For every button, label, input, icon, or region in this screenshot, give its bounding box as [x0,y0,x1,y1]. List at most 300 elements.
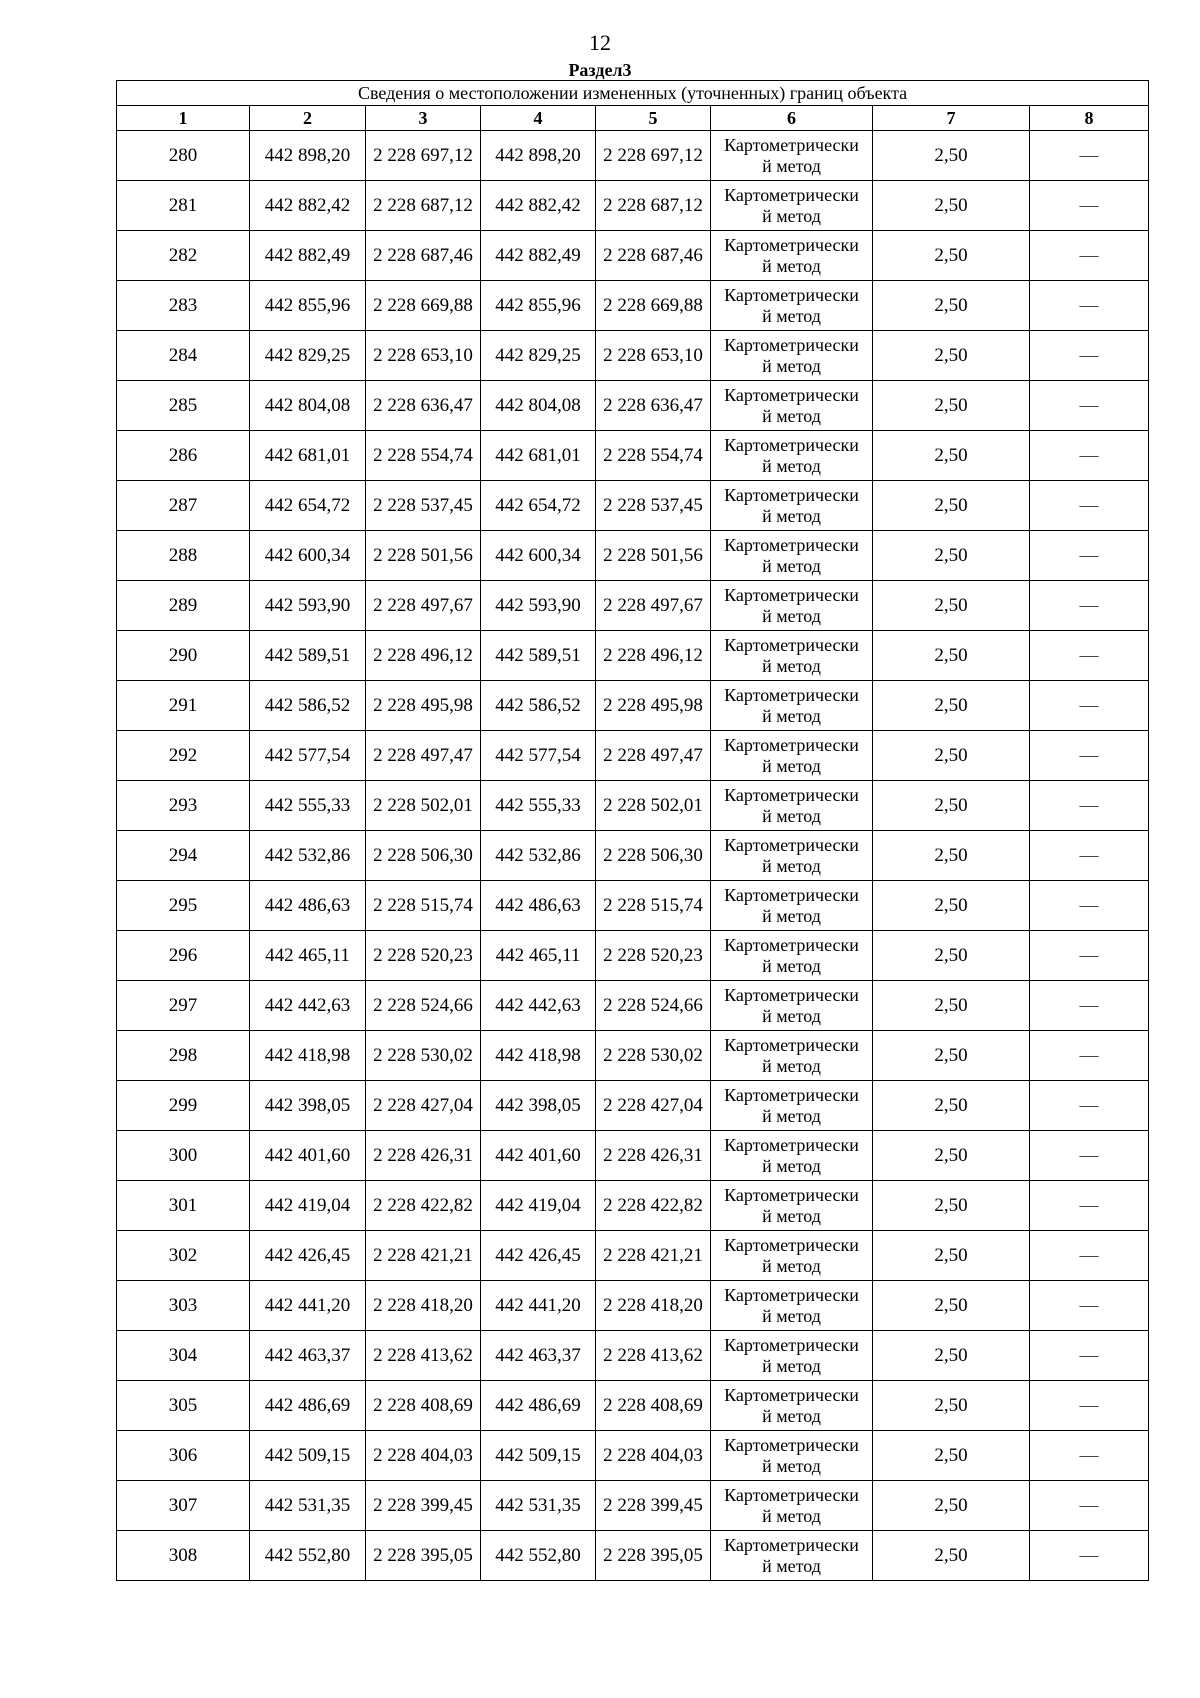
point-number-cell: 289 [117,581,250,631]
existing-y-cell: 2 228 495,98 [366,681,481,731]
existing-x-cell: 442 600,34 [250,531,366,581]
existing-y-cell: 2 228 413,62 [366,1331,481,1381]
method-line-2: й метод [762,1355,821,1376]
refined-y-cell: 2 228 515,74 [596,881,711,931]
existing-x-cell: 442 882,49 [250,231,366,281]
point-number-cell: 304 [117,1331,250,1381]
method-line-1: Картометрически [724,434,859,455]
method-line-1: Картометрически [724,634,859,655]
method-line-2: й метод [762,755,821,776]
accuracy-cell: 2,50 [873,681,1030,731]
table-row [117,1281,1149,1331]
note-cell: — [1030,881,1149,931]
table-body [117,131,1149,1581]
refined-y-cell: 2 228 669,88 [596,281,711,331]
method-line-2: й метод [762,1105,821,1126]
table-row [117,381,1149,431]
point-number-cell: 291 [117,681,250,731]
table-row [117,1081,1149,1131]
table-row [117,1531,1149,1581]
existing-y-cell: 2 228 418,20 [366,1281,481,1331]
point-number-cell: 285 [117,381,250,431]
existing-x-cell: 442 531,35 [250,1481,366,1531]
method-line-2: й метод [762,1305,821,1326]
existing-x-cell: 442 898,20 [250,131,366,181]
existing-x-cell: 442 398,05 [250,1081,366,1131]
note-cell: — [1030,981,1149,1031]
method-line-2: й метод [762,805,821,826]
column-number: 1 [117,106,250,131]
method-cell [711,631,873,681]
method-line-1: Картометрически [724,1334,859,1355]
method-cell [711,1531,873,1581]
accuracy-cell: 2,50 [873,1031,1030,1081]
point-number-cell: 286 [117,431,250,481]
refined-x-cell: 442 586,52 [481,681,596,731]
accuracy-cell: 2,50 [873,281,1030,331]
refined-x-cell: 442 426,45 [481,1231,596,1281]
accuracy-cell: 2,50 [873,1381,1030,1431]
method-line-1: Картометрически [724,884,859,905]
refined-x-cell: 442 882,42 [481,181,596,231]
method-line-2: й метод [762,1555,821,1576]
existing-x-cell: 442 426,45 [250,1231,366,1281]
refined-x-cell: 442 463,37 [481,1331,596,1381]
column-number: 3 [366,106,481,131]
existing-y-cell: 2 228 537,45 [366,481,481,531]
existing-x-cell: 442 681,01 [250,431,366,481]
refined-y-cell: 2 228 427,04 [596,1081,711,1131]
existing-y-cell: 2 228 422,82 [366,1181,481,1231]
method-line-1: Картометрически [724,1234,859,1255]
refined-y-cell: 2 228 687,46 [596,231,711,281]
accuracy-cell: 2,50 [873,1531,1030,1581]
existing-y-cell: 2 228 427,04 [366,1081,481,1131]
refined-x-cell: 442 465,11 [481,931,596,981]
refined-y-cell: 2 228 697,12 [596,131,711,181]
point-number-cell: 305 [117,1381,250,1431]
table-row [117,1031,1149,1081]
refined-x-cell: 442 882,49 [481,231,596,281]
existing-x-cell: 442 882,42 [250,181,366,231]
existing-y-cell: 2 228 687,12 [366,181,481,231]
note-cell: — [1030,781,1149,831]
accuracy-cell: 2,50 [873,881,1030,931]
method-line-2: й метод [762,655,821,676]
method-line-1: Картометрически [724,1384,859,1405]
method-line-2: й метод [762,305,821,326]
existing-y-cell: 2 228 524,66 [366,981,481,1031]
method-cell [711,381,873,431]
note-cell: — [1030,831,1149,881]
method-line-1: Картометрически [724,684,859,705]
existing-x-cell: 442 804,08 [250,381,366,431]
point-number-cell: 290 [117,631,250,681]
method-cell [711,581,873,631]
refined-y-cell: 2 228 418,20 [596,1281,711,1331]
method-cell [711,1331,873,1381]
method-line-1: Картометрически [724,784,859,805]
method-cell [711,1381,873,1431]
accuracy-cell: 2,50 [873,1181,1030,1231]
table-row [117,181,1149,231]
existing-y-cell: 2 228 502,01 [366,781,481,831]
table-row [117,931,1149,981]
method-cell [711,831,873,881]
refined-y-cell: 2 228 530,02 [596,1031,711,1081]
note-cell: — [1030,181,1149,231]
accuracy-cell: 2,50 [873,731,1030,781]
method-line-2: й метод [762,1155,821,1176]
point-number-cell: 295 [117,881,250,931]
point-number-cell: 303 [117,1281,250,1331]
existing-y-cell: 2 228 653,10 [366,331,481,381]
table-row [117,1331,1149,1381]
refined-y-cell: 2 228 404,03 [596,1431,711,1481]
method-line-2: й метод [762,1505,821,1526]
method-line-1: Картометрически [724,1534,859,1555]
table-row [117,1481,1149,1531]
existing-x-cell: 442 486,63 [250,881,366,931]
existing-y-cell: 2 228 669,88 [366,281,481,331]
existing-x-cell: 442 654,72 [250,481,366,531]
note-cell: — [1030,1281,1149,1331]
method-cell [711,981,873,1031]
method-line-1: Картометрически [724,484,859,505]
method-line-1: Картометрически [724,534,859,555]
method-cell [711,331,873,381]
existing-x-cell: 442 555,33 [250,781,366,831]
column-number: 2 [250,106,366,131]
table-row [117,981,1149,1031]
note-cell: — [1030,131,1149,181]
method-cell [711,1231,873,1281]
point-number-cell: 299 [117,1081,250,1131]
method-line-1: Картометрически [724,1084,859,1105]
refined-x-cell: 442 442,63 [481,981,596,1031]
table-row [117,531,1149,581]
refined-x-cell: 442 531,35 [481,1481,596,1531]
accuracy-cell: 2,50 [873,1081,1030,1131]
existing-y-cell: 2 228 554,74 [366,431,481,481]
point-number-cell: 287 [117,481,250,531]
refined-y-cell: 2 228 501,56 [596,531,711,581]
table-row [117,481,1149,531]
method-line-1: Картометрически [724,1034,859,1055]
accuracy-cell: 2,50 [873,1331,1030,1381]
existing-x-cell: 442 532,86 [250,831,366,881]
method-cell [711,681,873,731]
method-line-1: Картометрически [724,1284,859,1305]
existing-y-cell: 2 228 395,05 [366,1531,481,1581]
refined-x-cell: 442 855,96 [481,281,596,331]
refined-y-cell: 2 228 408,69 [596,1381,711,1431]
note-cell: — [1030,381,1149,431]
column-number: 5 [596,106,711,131]
point-number-cell: 288 [117,531,250,581]
refined-x-cell: 442 898,20 [481,131,596,181]
note-cell: — [1030,931,1149,981]
method-cell [711,931,873,981]
method-cell [711,881,873,931]
method-cell [711,181,873,231]
note-cell: — [1030,681,1149,731]
existing-x-cell: 442 589,51 [250,631,366,681]
refined-y-cell: 2 228 496,12 [596,631,711,681]
point-number-cell: 301 [117,1181,250,1231]
existing-y-cell: 2 228 496,12 [366,631,481,681]
refined-x-cell: 442 600,34 [481,531,596,581]
method-line-2: й метод [762,1405,821,1426]
refined-x-cell: 442 829,25 [481,331,596,381]
method-cell [711,781,873,831]
note-cell: — [1030,1081,1149,1131]
method-cell [711,1281,873,1331]
existing-x-cell: 442 442,63 [250,981,366,1031]
refined-y-cell: 2 228 520,23 [596,931,711,981]
note-cell: — [1030,1031,1149,1081]
column-number: 8 [1030,106,1149,131]
note-cell: — [1030,731,1149,781]
refined-x-cell: 442 486,63 [481,881,596,931]
note-cell: — [1030,1481,1149,1531]
refined-y-cell: 2 228 554,74 [596,431,711,481]
method-line-1: Картометрически [724,134,859,155]
existing-x-cell: 442 829,25 [250,331,366,381]
table-caption: Сведения о местоположении измененных (уточненных) границ объекта [117,81,1149,106]
method-cell [711,531,873,581]
table-row [117,331,1149,381]
accuracy-cell: 2,50 [873,431,1030,481]
point-number-cell: 294 [117,831,250,881]
point-number-cell: 308 [117,1531,250,1581]
point-number-cell: 292 [117,731,250,781]
method-cell [711,1131,873,1181]
method-cell [711,1481,873,1531]
note-cell: — [1030,231,1149,281]
table-row [117,231,1149,281]
point-number-cell: 293 [117,781,250,831]
refined-y-cell: 2 228 495,98 [596,681,711,731]
refined-y-cell: 2 228 399,45 [596,1481,711,1531]
existing-y-cell: 2 228 404,03 [366,1431,481,1481]
note-cell: — [1030,431,1149,481]
table-row [117,1131,1149,1181]
existing-y-cell: 2 228 408,69 [366,1381,481,1431]
method-line-2: й метод [762,205,821,226]
method-line-2: й метод [762,905,821,926]
existing-y-cell: 2 228 497,67 [366,581,481,631]
note-cell: — [1030,1231,1149,1281]
accuracy-cell: 2,50 [873,1481,1030,1531]
refined-x-cell: 442 804,08 [481,381,596,431]
accuracy-cell: 2,50 [873,481,1030,531]
note-cell: — [1030,1531,1149,1581]
accuracy-cell: 2,50 [873,331,1030,381]
method-line-2: й метод [762,1055,821,1076]
table-row [117,1231,1149,1281]
column-number: 6 [711,106,873,131]
accuracy-cell: 2,50 [873,1281,1030,1331]
refined-y-cell: 2 228 537,45 [596,481,711,531]
accuracy-cell: 2,50 [873,131,1030,181]
point-number-cell: 298 [117,1031,250,1081]
method-cell [711,231,873,281]
existing-y-cell: 2 228 697,12 [366,131,481,181]
note-cell: — [1030,331,1149,381]
note-cell: — [1030,1381,1149,1431]
method-line-2: й метод [762,155,821,176]
table-row [117,831,1149,881]
method-cell [711,281,873,331]
table-row [117,731,1149,781]
method-line-1: Картометрически [724,334,859,355]
column-number: 7 [873,106,1030,131]
method-cell [711,431,873,481]
point-number-cell: 296 [117,931,250,981]
table-row [117,681,1149,731]
existing-x-cell: 442 401,60 [250,1131,366,1181]
refined-y-cell: 2 228 497,47 [596,731,711,781]
method-line-2: й метод [762,355,821,376]
note-cell: — [1030,531,1149,581]
point-number-cell: 302 [117,1231,250,1281]
point-number-cell: 300 [117,1131,250,1181]
existing-x-cell: 442 593,90 [250,581,366,631]
refined-x-cell: 442 509,15 [481,1431,596,1481]
refined-y-cell: 2 228 426,31 [596,1131,711,1181]
accuracy-cell: 2,50 [873,831,1030,881]
method-cell [711,481,873,531]
refined-x-cell: 442 418,98 [481,1031,596,1081]
accuracy-cell: 2,50 [873,531,1030,581]
accuracy-cell: 2,50 [873,581,1030,631]
table-row [117,1181,1149,1231]
table-row [117,781,1149,831]
method-line-1: Картометрически [724,184,859,205]
method-line-1: Картометрически [724,284,859,305]
method-cell [711,1181,873,1231]
refined-x-cell: 442 398,05 [481,1081,596,1131]
point-number-cell: 281 [117,181,250,231]
existing-y-cell: 2 228 520,23 [366,931,481,981]
refined-x-cell: 442 486,69 [481,1381,596,1431]
method-line-1: Картометрически [724,934,859,955]
table-row [117,1431,1149,1481]
table-row [117,1381,1149,1431]
refined-y-cell: 2 228 421,21 [596,1231,711,1281]
existing-x-cell: 442 419,04 [250,1181,366,1231]
method-line-2: й метод [762,405,821,426]
method-line-1: Картометрически [724,584,859,605]
refined-y-cell: 2 228 502,01 [596,781,711,831]
note-cell: — [1030,581,1149,631]
page-number: 12 [589,30,611,55]
table-row [117,281,1149,331]
column-number: 4 [481,106,596,131]
existing-y-cell: 2 228 399,45 [366,1481,481,1531]
refined-y-cell: 2 228 524,66 [596,981,711,1031]
method-line-2: й метод [762,605,821,626]
existing-y-cell: 2 228 497,47 [366,731,481,781]
refined-y-cell: 2 228 687,12 [596,181,711,231]
existing-y-cell: 2 228 421,21 [366,1231,481,1281]
method-cell [711,1081,873,1131]
column-numbers-row [117,106,1149,131]
method-line-1: Картометрически [724,834,859,855]
point-number-cell: 283 [117,281,250,331]
point-number-cell: 306 [117,1431,250,1481]
table-row [117,431,1149,481]
method-line-2: й метод [762,455,821,476]
refined-x-cell: 442 552,80 [481,1531,596,1581]
accuracy-cell: 2,50 [873,1431,1030,1481]
method-line-1: Картометрически [724,734,859,755]
method-line-1: Картометрически [724,1184,859,1205]
existing-y-cell: 2 228 506,30 [366,831,481,881]
accuracy-cell: 2,50 [873,381,1030,431]
accuracy-cell: 2,50 [873,1131,1030,1181]
method-line-2: й метод [762,1255,821,1276]
existing-x-cell: 442 552,80 [250,1531,366,1581]
coordinates-table [116,80,1149,1581]
method-cell [711,131,873,181]
table-row [117,881,1149,931]
existing-x-cell: 442 418,98 [250,1031,366,1081]
note-cell: — [1030,1331,1149,1381]
accuracy-cell: 2,50 [873,981,1030,1031]
refined-x-cell: 442 419,04 [481,1181,596,1231]
existing-y-cell: 2 228 426,31 [366,1131,481,1181]
method-cell [711,731,873,781]
table-row [117,581,1149,631]
existing-x-cell: 442 441,20 [250,1281,366,1331]
point-number-cell: 307 [117,1481,250,1531]
accuracy-cell: 2,50 [873,1231,1030,1281]
accuracy-cell: 2,50 [873,631,1030,681]
accuracy-cell: 2,50 [873,181,1030,231]
method-line-1: Картометрически [724,1434,859,1455]
existing-y-cell: 2 228 636,47 [366,381,481,431]
point-number-cell: 280 [117,131,250,181]
refined-x-cell: 442 532,86 [481,831,596,881]
method-line-2: й метод [762,255,821,276]
method-cell [711,1431,873,1481]
method-line-1: Картометрически [724,984,859,1005]
accuracy-cell: 2,50 [873,231,1030,281]
refined-x-cell: 442 401,60 [481,1131,596,1181]
existing-x-cell: 442 577,54 [250,731,366,781]
refined-y-cell: 2 228 636,47 [596,381,711,431]
refined-x-cell: 442 441,20 [481,1281,596,1331]
method-line-1: Картометрически [724,1134,859,1155]
note-cell: — [1030,481,1149,531]
refined-x-cell: 442 577,54 [481,731,596,781]
existing-y-cell: 2 228 687,46 [366,231,481,281]
existing-x-cell: 442 486,69 [250,1381,366,1431]
method-line-2: й метод [762,705,821,726]
method-line-1: Картометрически [724,384,859,405]
note-cell: — [1030,1431,1149,1481]
existing-x-cell: 442 586,52 [250,681,366,731]
method-line-2: й метод [762,1005,821,1026]
refined-y-cell: 2 228 395,05 [596,1531,711,1581]
method-line-2: й метод [762,955,821,976]
refined-x-cell: 442 681,01 [481,431,596,481]
existing-y-cell: 2 228 530,02 [366,1031,481,1081]
refined-y-cell: 2 228 506,30 [596,831,711,881]
refined-y-cell: 2 228 653,10 [596,331,711,381]
